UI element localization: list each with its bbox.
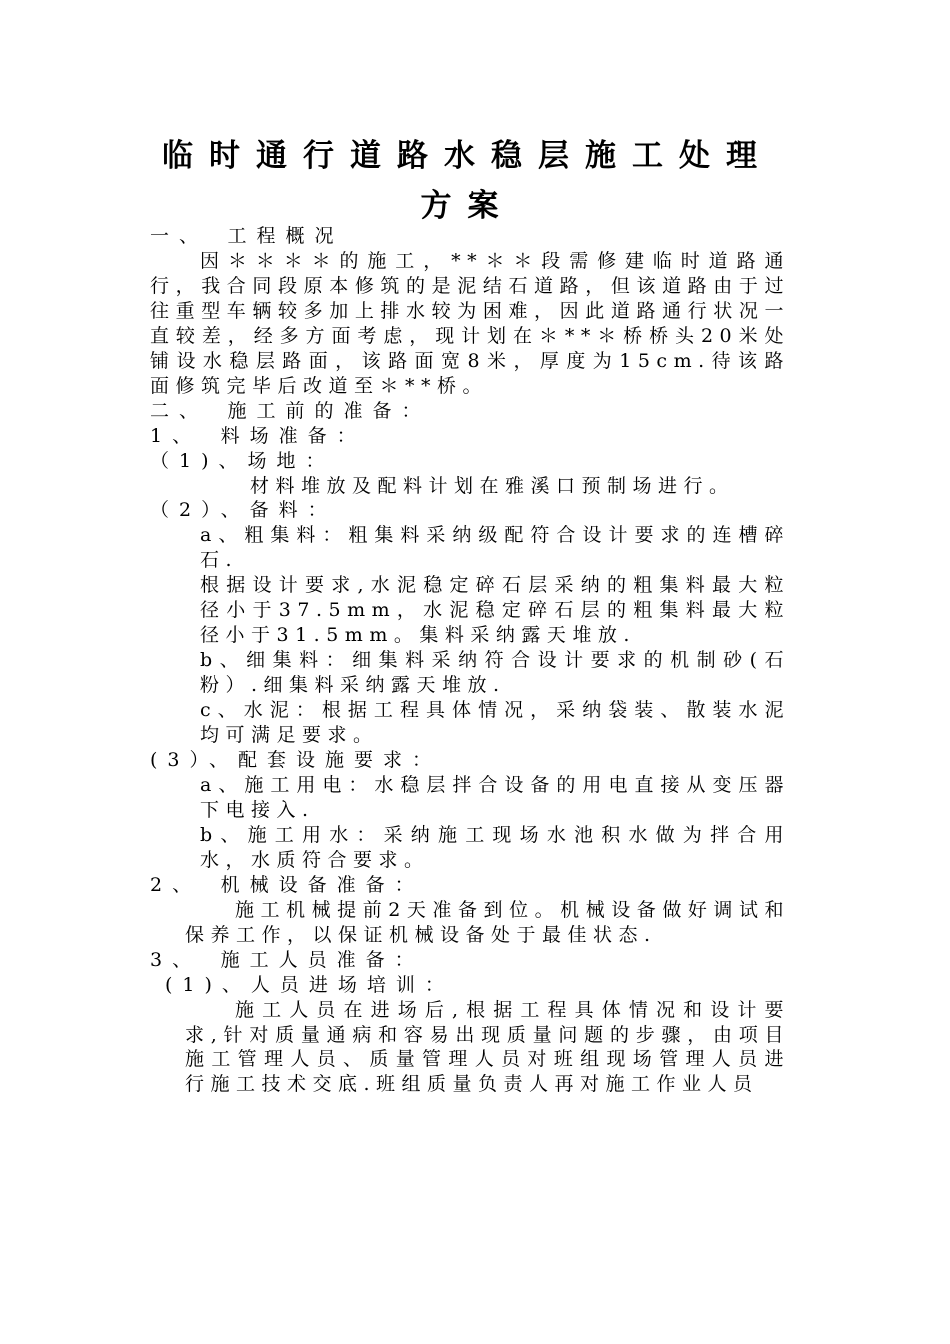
equipment-paragraph: 施工机械提前2天准备到位。机械设备做好调试和保养工作，以保证机械设备处于最佳状态.	[185, 898, 790, 946]
overview-paragraph: 因＊＊＊＊的施工，**＊＊段需修建临时道路通行，我合同段原本修筑的是泥结石道路，但该道路由于过往重型车辆较多加上排水较为困难，因此道路通行状况一直较差，经多方面考虑，现计划在＊**＊桥桥头20米处铺设水稳层路面，该路面宽8米，厚度为15cm.待该路面修筑完毕后改道至＊**桥。	[150, 249, 790, 397]
site-paragraph: 材料堆放及配料计划在雅溪口预制场进行。	[250, 474, 735, 497]
section-heading-overview: 一、 工程概况	[150, 225, 344, 247]
subheading-material-yard: 1、 料场准备：	[150, 424, 366, 447]
section-heading-preparation: 二、 施工前的准备：	[150, 399, 431, 422]
power-paragraph: a、施工用电：水稳层拌合设备的用电直接从变压器下电接入.	[200, 773, 790, 821]
water-paragraph: b、施工用水：采纳施工现场水池积水做为拌合用水，水质符合要求。	[200, 823, 790, 871]
cement-paragraph: c、水泥：根据工程具体情况，采纳袋装、散装水泥均可满足要求。	[200, 699, 790, 747]
item-training: (1)、人员进场培训：	[165, 973, 454, 996]
document-title-line1: 临时通行道路水稳层施工处理	[162, 138, 773, 174]
document-title-line2: 方案	[420, 188, 515, 224]
aggregate-size-paragraph: 根据设计要求,水泥稳定碎石层采纳的粗集料最大粒径小于37.5mm，水泥稳定碎石层的粗集料最大粒径小于31.5mm。集料采纳露天堆放.	[200, 574, 790, 647]
training-paragraph: 施工人员在进场后,根据工程具体情况和设计要求,针对质量通病和容易出现质量问题的步骤，由项目施工管理人员、质量管理人员对班组现场管理人员进行施工技术交底.班组质量负责人再对施工作业人员	[185, 998, 790, 1096]
document-body	[150, 224, 790, 1097]
subheading-personnel: 3、 施工人员准备：	[150, 948, 424, 971]
item-site: （1)、场地：	[150, 449, 335, 472]
item-materials: （2）、备料：	[150, 499, 337, 522]
item-facilities: (3）、配套设施要求：	[150, 749, 442, 772]
subheading-equipment: 2、 机械设备准备：	[150, 873, 424, 896]
coarse-aggregate-paragraph: a、粗集料：粗集料采纳级配符合设计要求的连槽碎石.	[200, 524, 790, 572]
fine-aggregate-paragraph: b、细集料：细集料采纳符合设计要求的机制砂(石粉）.细集料采纳露天堆放.	[200, 649, 790, 697]
